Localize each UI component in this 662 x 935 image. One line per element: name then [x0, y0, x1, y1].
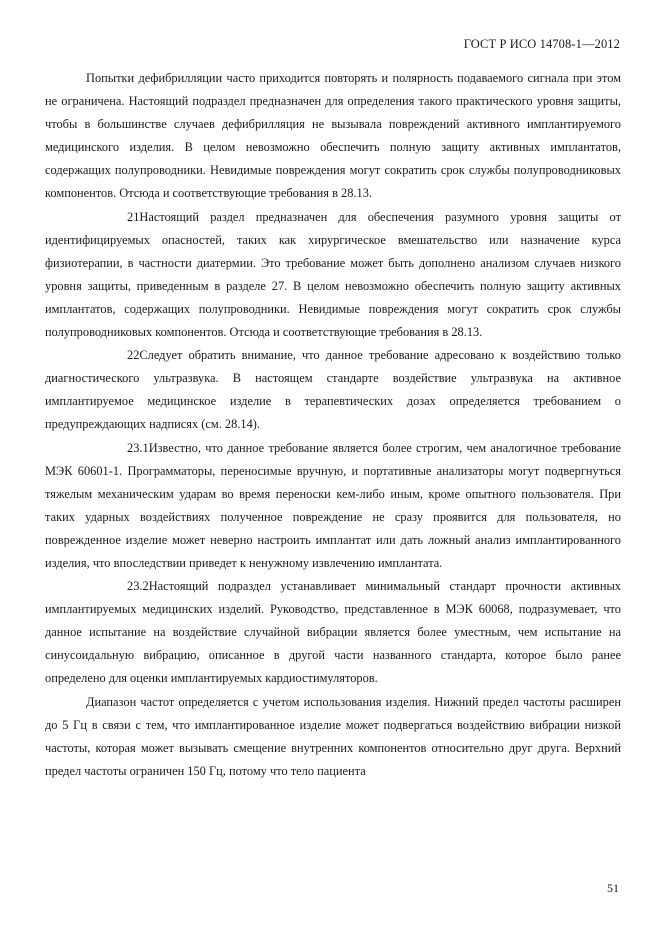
- paragraph-22: [45, 344, 621, 436]
- paragraph-text: Попытки дефибрилляции часто приходится повторять и полярность подаваемого сигнала при этом не ограничена. Настоящий подраздел предназначен для определения такого практического уровня защиты, чтобы в большинстве случаев дефибрилляция не вызывала повреждений активного имплантируемого медицинского изделия. В целом невозможно обеспечить полную защиту активных имплантатов, содержащих полупроводники. Невидимые повреждения могут сократить срок службы полупроводниковых компонентов. Отсюда и соответствующие требования в 28.13.: [45, 71, 621, 201]
- paragraph-21: [45, 206, 621, 345]
- paragraph-23-2: [45, 575, 621, 690]
- paragraph-text: Настоящий подраздел устанавливает минимальный стандарт прочности активных имплантируемых медицинских изделий. Руководство, представленное в МЭК 60068, подразумевает, что данное испытание на воздействие случайной вибрации является более уместным, чем испытание на синусоидальную вибрацию, описанное в другой части названного стандарта, которое было ранее определено для оценки имплантируемых кардиостимуляторов.: [45, 579, 621, 686]
- paragraph-text: Настоящий раздел предназначен для обеспечения разумного уровня защиты от идентифицируемых опасностей, таких как хирургическое вмешательство или назначение курса физиотерапии, в частности диатермии. Это требование может быть дополнено анализом случаев низкого уровня защиты, приведенным в разделе 27. В целом невозможно обеспечить полную защиту активных имплантатов, содержащих полупроводники. Невидимые повреждения могут сократить срок службы полупроводниковых компонентов. Отсюда и соответствующие требования в 28.13.: [45, 209, 621, 340]
- clause-number: 23.2: [127, 579, 149, 594]
- document-body: [45, 67, 621, 783]
- clause-number: 22: [127, 348, 140, 363]
- clause-number: 23.1: [127, 440, 149, 455]
- clause-number: 21: [127, 209, 140, 224]
- paragraph-defibrillation: [45, 67, 621, 206]
- page-number: 51: [607, 881, 619, 895]
- standard-header: ГОСТ Р ИСО 14708-1—2012: [463, 37, 620, 51]
- paragraph-frequency-range: [45, 691, 621, 783]
- paragraph-text: Следует обратить внимание, что данное требование адресовано к воздействию только диагностического ультразвука. В настоящем стандарте воздействие ультразвука на активное имплантируемое медицинское изделие в терапевтических дозах определяется требованием о предупреждающих надписях (см. 28.14).: [45, 348, 621, 432]
- paragraph-text: Известно, что данное требование является более строгим, чем аналогичное требование МЭК 60601-1. Программаторы, переносимые вручную, и портативные анализаторы могут подвергнуться тяжелым механическим ударам во время переноски кем-либо иным, кроме опытного пользователя. При таких ударных воздействиях полученное повреждение не сразу проявится для пользователя, но поврежденное изделие может неверно настроить имплантат или дать ложный анализ имплантированного изделия, что впоследствии приведет к ненужному извлечению имплантата.: [45, 440, 621, 570]
- paragraph-text: Диапазон частот определяется с учетом использования изделия. Нижний предел частоты расширен до 5 Гц в связи с тем, что имплантированное изделие может подвергаться воздействию вибрации низкой частоты, которая может вызывать смещение внутренних компонентов относительно друг друга. Верхний предел частоты ограничен 150 Гц, потому что тело пациента: [45, 694, 621, 778]
- paragraph-23-1: [45, 437, 621, 576]
